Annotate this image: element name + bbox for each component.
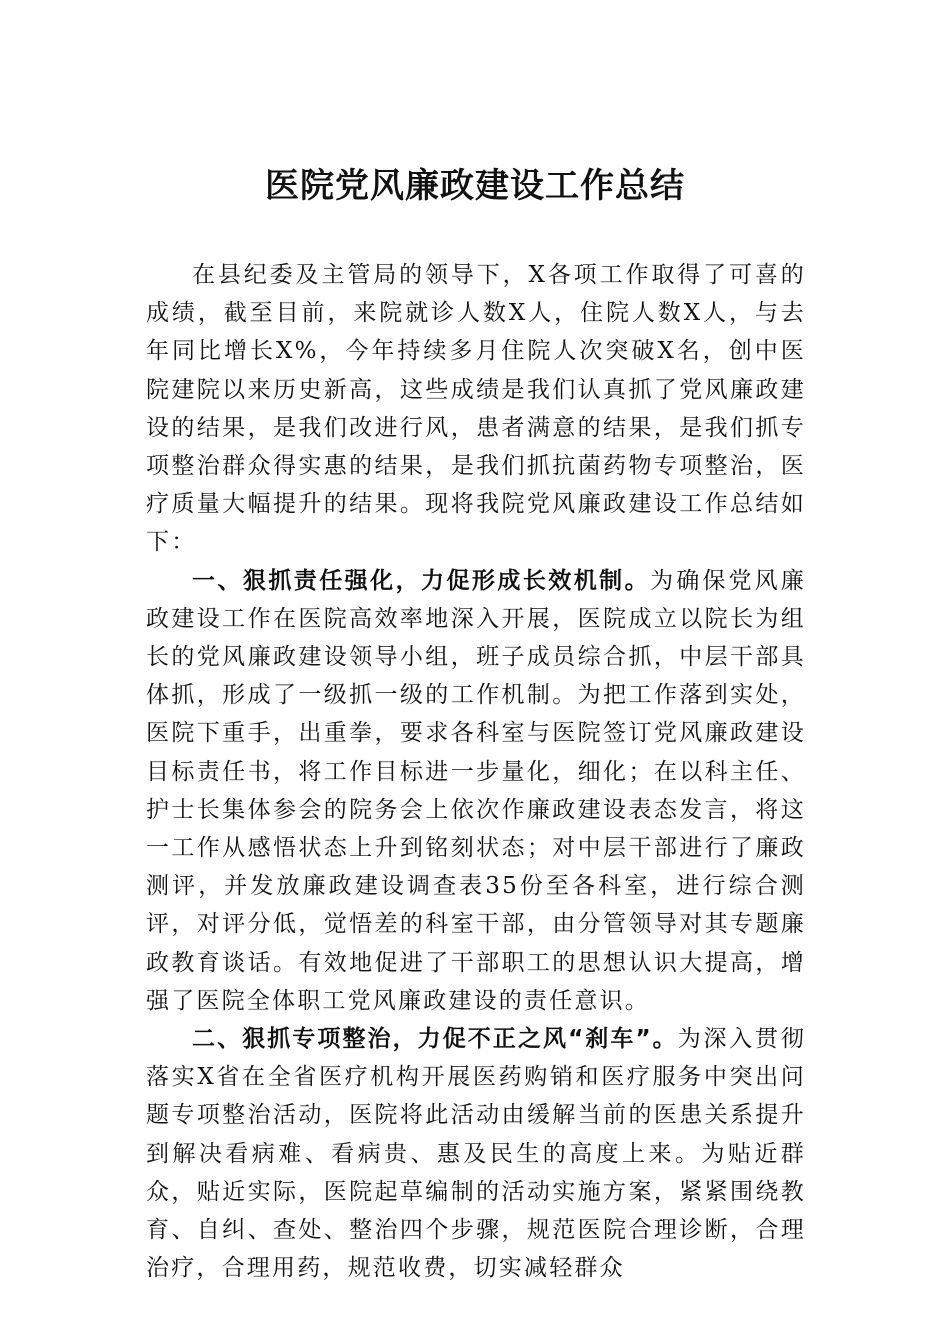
paragraph-text: 为确保党风廉政建设工作在医院高效率地深入开展，医院成立以院长为组长的党风廉政建设领导小组，班子成员综合抓，中层干部具体抓，形成了一级抓一级的工作机制。为把工作落到实处，医院下重手，出重拳，要求各科室与医院签订党风廉政建设目标责任书，将工作目标进一步量化，细化；在以科主任、护士长集体参会的院务会上依次作廉政建设表态发言，将这一工作从感悟状态上升到铭刻状态；对中层干部进行了廉政测评，并发放廉政建设调查表35份至各科室，进行综合测评，对评分低，觉悟差的科室干部，由分管领导对其专题廉政教育谈话。有效地促进了干部职工的思想认识大提高，增强了医院全体职工党风廉政建设的责任意识。 <box>146 567 807 1014</box>
document-title: 医院党风廉政建设工作总结 <box>265 166 685 206</box>
paragraph-section-1 <box>146 562 806 1020</box>
paragraph-section-2 <box>146 1020 806 1287</box>
section-heading: 二、狠抓专项整治，力促不正之风“刹车”。 <box>192 1026 678 1053</box>
paragraph-text: 在县纪委及主管局的领导下，X各项工作取得了可喜的成绩，截至目前，来院就诊人数X人，住院人数X人，与去年同比增长X%，今年持续多月住院人次突破X名，创中医院建院以来历史新高，这些成绩是我们认真抓了党风廉政建设的结果，是我们改进行风，患者满意的结果，是我们抓专项整治群众得实惠的结果，是我们抓抗菌药物专项整治，医疗质量大幅提升的结果。现将我院党风廉政建设工作总结如下： <box>146 262 806 556</box>
paragraph-text: 为深入贯彻落实X省在全省医疗机构开展医药购销和医疗服务中突出问题专项整治活动，医院将此活动由缓解当前的医患关系提升到解决看病难、看病贵、惠及民生的高度上来。为贴近群众，贴近实际，医院起草编制的活动实施方案，紧紧围绕教育、自纠、查处、整治四个步骤，规范医院合理诊断，合理治疗，合理用药，规范收费，切实减轻群众 <box>146 1026 807 1282</box>
document-body <box>146 256 806 1287</box>
section-heading: 一、狠抓责任强化，力促形成长效机制。 <box>192 567 651 594</box>
paragraph-intro <box>146 256 806 562</box>
